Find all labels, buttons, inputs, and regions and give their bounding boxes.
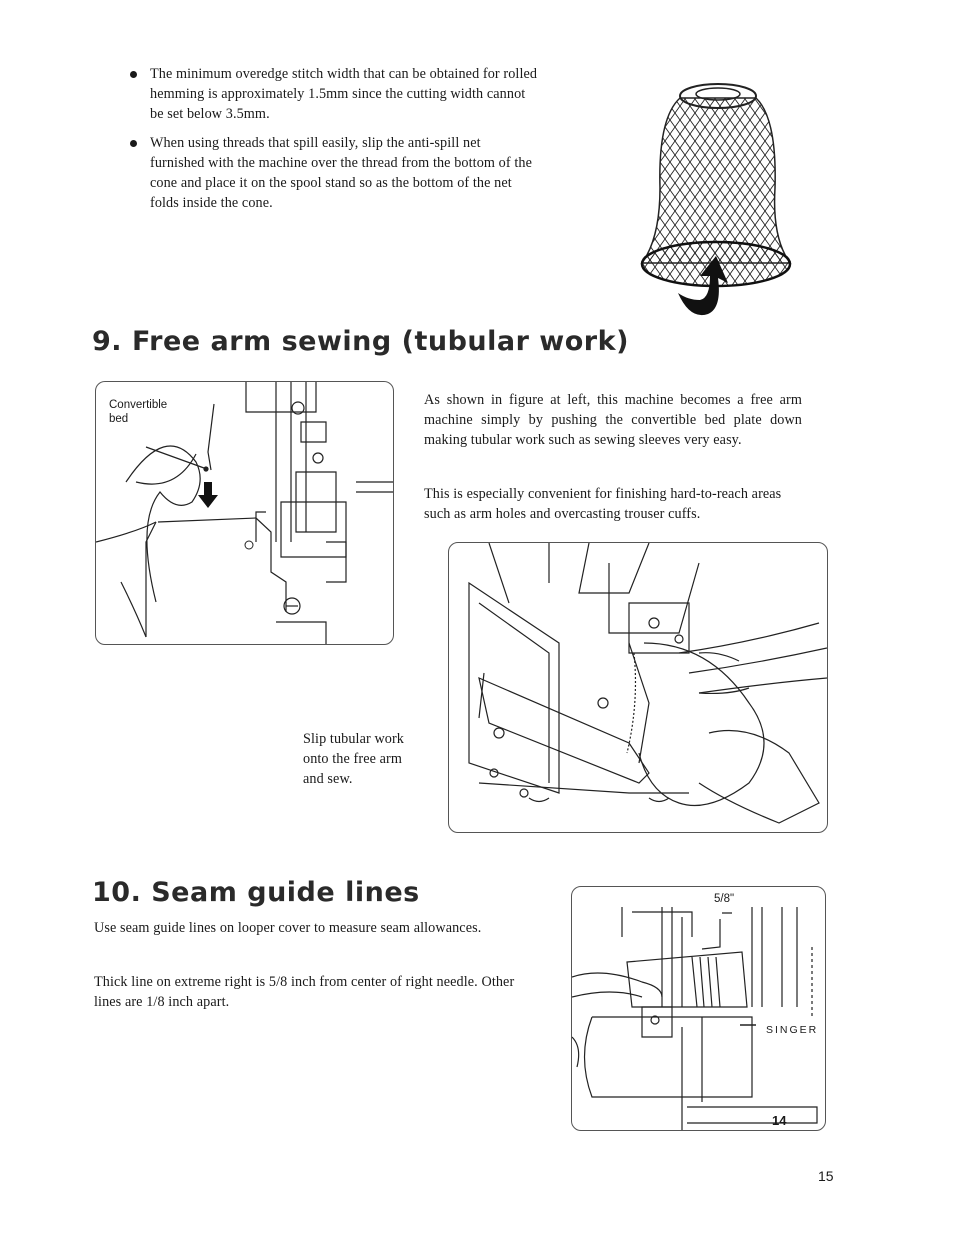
figure-tubular-work: [448, 542, 828, 833]
list-item: [128, 64, 538, 124]
figure-brand-label: SINGER: [766, 1024, 819, 1036]
caption-line: and sew.: [303, 771, 353, 787]
caption-line: Slip tubular work: [303, 731, 405, 747]
free-arm-paragraph: This is especially convenient for finishing hard-to-reach areas such as arm holes and overcasting trouser cuffs.: [424, 486, 782, 522]
figure-number-label: 14: [772, 1113, 787, 1128]
anti-spill-net-illustration: [630, 78, 805, 323]
bullet-text: The minimum overedge stitch width that can be obtained for rolled hemming is approximately 1.5mm since the cutting width cannot be set below 3.5mm.: [150, 66, 538, 122]
bullet-list: [128, 64, 538, 222]
figure-label-line: bed: [109, 413, 129, 425]
bullet-text: When using threads that spill easily, slip the anti-spill net furnished with the machine over the thread from the bottom of the cone and place it on the spool stand so as the bottom of the net folds inside the cone.: [150, 135, 532, 211]
list-item: [128, 133, 538, 213]
caption-line: onto the free arm: [303, 751, 402, 767]
bullet-icon: [130, 140, 137, 147]
section-heading-seam-guide: 10. Seam guide lines: [92, 877, 420, 908]
seam-guide-paragraph: Thick line on extreme right is 5/8 inch from center of right needle. Other lines are 1/8 inch apart.: [94, 974, 515, 1010]
section-heading-free-arm: 9. Free arm sewing (tubular work): [92, 326, 629, 357]
figure-label-line: Convertible: [109, 399, 168, 411]
figure-measure-label: 5/8": [714, 893, 735, 905]
figure-seam-guide: [571, 886, 826, 1131]
figure-label: [109, 398, 167, 426]
bullet-icon: [130, 71, 137, 78]
page-number: 15: [818, 1168, 834, 1184]
seam-guide-paragraph: Use seam guide lines on looper cover to measure seam allowances.: [94, 920, 482, 936]
free-arm-paragraph: As shown in figure at left, this machine becomes a free arm machine simply by pushing the convertible bed plate down making tubular work such as sewing sleeves very easy.: [424, 392, 802, 448]
figure-convertible-bed: [95, 381, 394, 645]
tubular-work-caption: [303, 729, 443, 789]
